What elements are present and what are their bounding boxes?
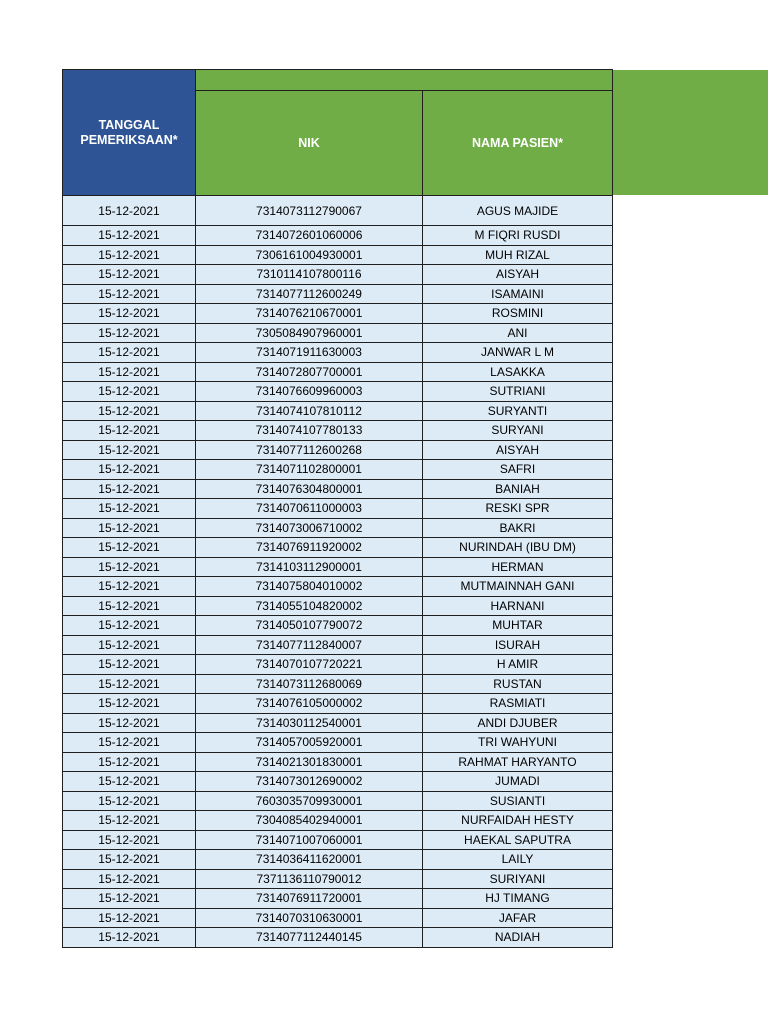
cell-nik[interactable]: 7310114107800116 (196, 265, 423, 285)
cell-date[interactable]: 15-12-2021 (63, 196, 196, 226)
table-row (63, 694, 613, 714)
cell-name[interactable]: ANI (423, 323, 613, 343)
table-row (63, 226, 613, 246)
cell-name[interactable]: RUSTAN (423, 674, 613, 694)
table-row (63, 499, 613, 519)
cell-nik[interactable]: 7314036411620001 (196, 850, 423, 870)
table-row (63, 733, 613, 753)
cell-date[interactable]: 15-12-2021 (63, 616, 196, 636)
cell-name[interactable]: MUHTAR (423, 616, 613, 636)
cell-name[interactable]: NADIAH (423, 928, 613, 948)
table-row (63, 752, 613, 772)
table-row (63, 362, 613, 382)
cell-date[interactable]: 15-12-2021 (63, 401, 196, 421)
cell-date[interactable]: 15-12-2021 (63, 265, 196, 285)
cell-date[interactable]: 15-12-2021 (63, 499, 196, 519)
cell-name[interactable]: NURFAIDAH HESTY (423, 811, 613, 831)
table-row (63, 343, 613, 363)
table-row (63, 713, 613, 733)
table-row (63, 518, 613, 538)
cell-nik[interactable]: 7314021301830001 (196, 752, 423, 772)
cell-name[interactable]: RESKI SPR (423, 499, 613, 519)
cell-name[interactable]: SURYANTI (423, 401, 613, 421)
cell-nik[interactable]: 7371136110790012 (196, 869, 423, 889)
table-body (63, 196, 613, 948)
cell-name[interactable]: ISURAH (423, 635, 613, 655)
cell-name[interactable]: SUTRIANI (423, 382, 613, 402)
cell-date[interactable]: 15-12-2021 (63, 557, 196, 577)
cell-nik[interactable]: 7306161004930001 (196, 245, 423, 265)
cell-name[interactable]: HARNANI (423, 596, 613, 616)
table-row (63, 791, 613, 811)
table-row (63, 869, 613, 889)
cell-name[interactable]: BANIAH (423, 479, 613, 499)
cell-nik[interactable]: 7314073112680069 (196, 674, 423, 694)
table-row (63, 440, 613, 460)
cell-date[interactable]: 15-12-2021 (63, 577, 196, 597)
cell-name[interactable]: JUMADI (423, 772, 613, 792)
header-nik[interactable]: NIK (196, 91, 423, 196)
cell-name[interactable]: RASMIATI (423, 694, 613, 714)
cell-date[interactable]: 15-12-2021 (63, 830, 196, 850)
cell-nik[interactable]: 7314050107790072 (196, 616, 423, 636)
header-merged-top[interactable] (196, 70, 613, 91)
cell-date[interactable]: 15-12-2021 (63, 421, 196, 441)
cell-date[interactable]: 15-12-2021 (63, 928, 196, 948)
cell-name[interactable]: RAHMAT HARYANTO (423, 752, 613, 772)
cell-nik[interactable]: 7314073012690002 (196, 772, 423, 792)
cell-date[interactable]: 15-12-2021 (63, 635, 196, 655)
cell-date[interactable]: 15-12-2021 (63, 304, 196, 324)
cell-date[interactable]: 15-12-2021 (63, 323, 196, 343)
table-row (63, 382, 613, 402)
cell-nik[interactable]: 7314071102800001 (196, 460, 423, 480)
table-row (63, 889, 613, 909)
table-row (63, 265, 613, 285)
cell-nik[interactable]: 7305084907960001 (196, 323, 423, 343)
cell-name[interactable]: JANWAR L M (423, 343, 613, 363)
cell-name[interactable]: NURINDAH (IBU DM) (423, 538, 613, 558)
cell-name[interactable]: ISAMAINI (423, 284, 613, 304)
cell-date[interactable]: 15-12-2021 (63, 752, 196, 772)
cell-date[interactable]: 15-12-2021 (63, 889, 196, 909)
cell-date[interactable]: 15-12-2021 (63, 245, 196, 265)
table-row (63, 479, 613, 499)
table-row (63, 655, 613, 675)
cell-date[interactable]: 15-12-2021 (63, 674, 196, 694)
cell-name[interactable]: TRI WAHYUNI (423, 733, 613, 753)
cell-name[interactable]: MUTMAINNAH GANI (423, 577, 613, 597)
table-row (63, 928, 613, 948)
cell-nik[interactable]: 7314073006710002 (196, 518, 423, 538)
cell-nik[interactable]: 7314077112840007 (196, 635, 423, 655)
table-row (63, 616, 613, 636)
table-row (63, 245, 613, 265)
cell-name[interactable]: HAEKAL SAPUTRA (423, 830, 613, 850)
cell-date[interactable]: 15-12-2021 (63, 850, 196, 870)
cell-nik[interactable]: 7314077112440145 (196, 928, 423, 948)
cell-nik[interactable]: 7314072807700001 (196, 362, 423, 382)
cell-nik[interactable]: 7314074107780133 (196, 421, 423, 441)
cell-nik[interactable]: 7314075804010002 (196, 577, 423, 597)
table-row (63, 830, 613, 850)
cell-nik[interactable]: 7314070310630001 (196, 908, 423, 928)
table-row (63, 635, 613, 655)
cell-date[interactable]: 15-12-2021 (63, 733, 196, 753)
table-row (63, 401, 613, 421)
cell-nik[interactable]: 7314077112600249 (196, 284, 423, 304)
cell-nik[interactable]: 7314071007060001 (196, 830, 423, 850)
cell-nik[interactable]: 7314103112900001 (196, 557, 423, 577)
table-row (63, 772, 613, 792)
cell-nik[interactable]: 7314076911920002 (196, 538, 423, 558)
table-row (63, 908, 613, 928)
cell-nik[interactable]: 7314070611000003 (196, 499, 423, 519)
cell-name[interactable]: MUH RIZAL (423, 245, 613, 265)
cell-date[interactable]: 15-12-2021 (63, 596, 196, 616)
table-row (63, 557, 613, 577)
cell-date[interactable]: 15-12-2021 (63, 226, 196, 246)
cell-nik[interactable]: 7314076911720001 (196, 889, 423, 909)
cell-nik[interactable]: 7603035709930001 (196, 791, 423, 811)
cell-name[interactable]: AGUS MAJIDE (423, 196, 613, 226)
table-row (63, 577, 613, 597)
table-row (63, 196, 613, 226)
cell-date[interactable]: 15-12-2021 (63, 518, 196, 538)
cell-nik[interactable]: 7314057005920001 (196, 733, 423, 753)
cell-date[interactable]: 15-12-2021 (63, 655, 196, 675)
cell-date[interactable]: 15-12-2021 (63, 694, 196, 714)
cell-name[interactable]: LAILY (423, 850, 613, 870)
table-row (63, 811, 613, 831)
cell-date[interactable]: 15-12-2021 (63, 479, 196, 499)
cell-date[interactable]: 15-12-2021 (63, 869, 196, 889)
cell-date[interactable]: 15-12-2021 (63, 791, 196, 811)
cell-name[interactable]: SUSIANTI (423, 791, 613, 811)
cell-nik[interactable]: 7314071911630003 (196, 343, 423, 363)
cell-name[interactable]: HJ TIMANG (423, 889, 613, 909)
patient-table (62, 69, 613, 948)
cell-date[interactable]: 15-12-2021 (63, 284, 196, 304)
table-row (63, 538, 613, 558)
table-row (63, 323, 613, 343)
cell-nik[interactable]: 7314076304800001 (196, 479, 423, 499)
cell-nik[interactable]: 7314077112600268 (196, 440, 423, 460)
cell-date[interactable]: 15-12-2021 (63, 538, 196, 558)
cell-nik[interactable]: 7314072601060006 (196, 226, 423, 246)
cell-name[interactable]: LASAKKA (423, 362, 613, 382)
cell-name[interactable]: JAFAR (423, 908, 613, 928)
table-row (63, 850, 613, 870)
header-tanggal-pemeriksaan[interactable]: TANGGAL PEMERIKSAAN* (63, 70, 196, 196)
cell-nik[interactable]: 7314076105000002 (196, 694, 423, 714)
cell-name[interactable]: ROSMINI (423, 304, 613, 324)
cell-date[interactable]: 15-12-2021 (63, 772, 196, 792)
cell-nik[interactable]: 7314055104820002 (196, 596, 423, 616)
cell-name[interactable]: HERMAN (423, 557, 613, 577)
cell-name[interactable]: SURIYANI (423, 869, 613, 889)
table-row (63, 674, 613, 694)
header-nama-pasien[interactable]: NAMA PASIEN* (423, 91, 613, 196)
cell-date[interactable]: 15-12-2021 (63, 811, 196, 831)
cell-name[interactable]: SAFRI (423, 460, 613, 480)
table-row (63, 460, 613, 480)
cell-date[interactable]: 15-12-2021 (63, 440, 196, 460)
cell-name[interactable]: BAKRI (423, 518, 613, 538)
cell-date[interactable]: 15-12-2021 (63, 382, 196, 402)
cell-name[interactable]: AISYAH (423, 265, 613, 285)
cell-date[interactable]: 15-12-2021 (63, 713, 196, 733)
cell-nik[interactable]: 7314076210670001 (196, 304, 423, 324)
cell-name[interactable]: ANDI DJUBER (423, 713, 613, 733)
table-row (63, 284, 613, 304)
cell-nik[interactable]: 7314070107720221 (196, 655, 423, 675)
table-row (63, 596, 613, 616)
cell-date[interactable]: 15-12-2021 (63, 343, 196, 363)
table-row (63, 304, 613, 324)
cell-nik[interactable]: 7314074107810112 (196, 401, 423, 421)
table-row (63, 421, 613, 441)
cell-name[interactable]: M FIQRI RUSDI (423, 226, 613, 246)
cell-name[interactable]: AISYAH (423, 440, 613, 460)
cell-nik[interactable]: 7314030112540001 (196, 713, 423, 733)
cell-date[interactable]: 15-12-2021 (63, 460, 196, 480)
cell-nik[interactable]: 7304085402940001 (196, 811, 423, 831)
cell-date[interactable]: 15-12-2021 (63, 908, 196, 928)
cell-nik[interactable]: 7314076609960003 (196, 382, 423, 402)
cell-nik[interactable]: 7314073112790067 (196, 196, 423, 226)
cell-name[interactable]: SURYANI (423, 421, 613, 441)
cell-name[interactable]: H AMIR (423, 655, 613, 675)
cell-date[interactable]: 15-12-2021 (63, 362, 196, 382)
